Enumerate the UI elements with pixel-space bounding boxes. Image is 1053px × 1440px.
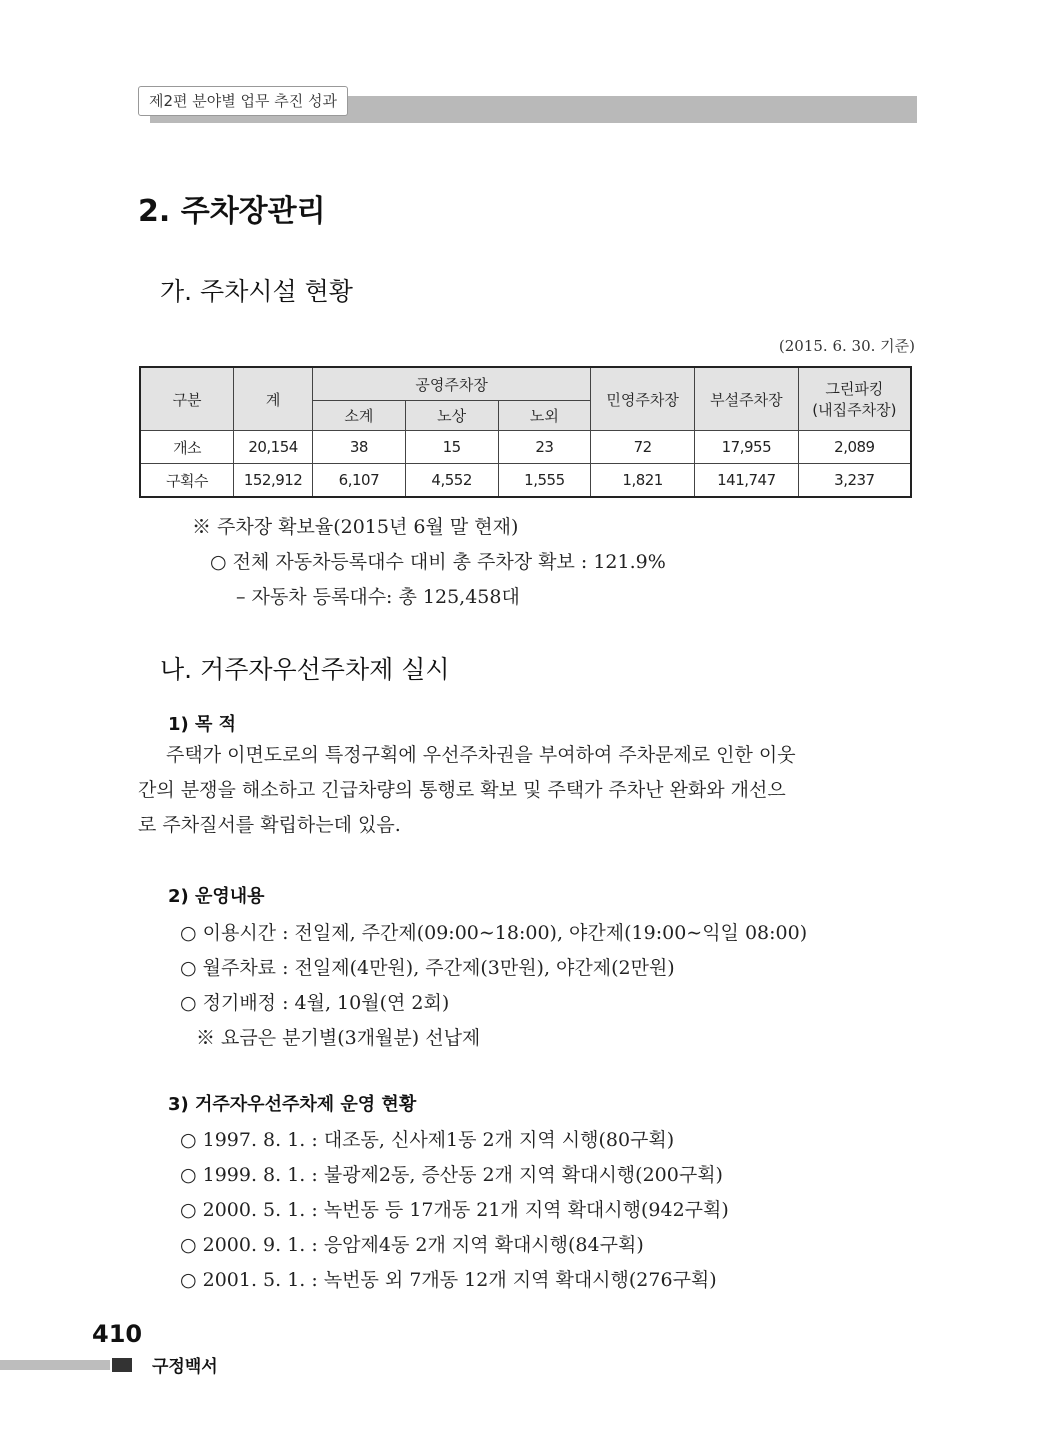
status-item: ○ 2000. 9. 1. : 응암제4동 2개 지역 확대시행(84구획) xyxy=(180,1234,644,1256)
subsection-b-title: 나. 거주자우선주차제 실시 xyxy=(160,655,450,684)
note-ratio: ○ 전체 자동차등록대수 대비 총 주차장 확보 : 121.9% xyxy=(210,551,666,573)
purpose-line: 간의 분쟁을 해소하고 긴급차량의 통행로 확보 및 주택가 주차난 완화와 개선으 xyxy=(138,779,786,801)
table-cell: 152,912 xyxy=(234,464,313,498)
table-cell: 4,552 xyxy=(405,464,498,498)
table-cell: 2,089 xyxy=(798,431,911,464)
header-public-subtotal: 소계 xyxy=(313,401,406,431)
table-cell: 72 xyxy=(591,431,695,464)
purpose-heading: 1) 목 적 xyxy=(168,714,237,735)
header-total: 계 xyxy=(234,367,313,431)
row-label: 개소 xyxy=(140,431,234,464)
table-cell: 6,107 xyxy=(313,464,406,498)
subsection-a-title: 가. 주차시설 현황 xyxy=(160,277,353,306)
section-title: 2. 주차장관리 xyxy=(138,194,326,229)
parking-facilities-table xyxy=(139,366,912,498)
table-cell: 3,237 xyxy=(798,464,911,498)
row-label: 구획수 xyxy=(140,464,234,498)
table-row xyxy=(140,431,911,464)
operation-note: ※ 요금은 분기별(3개월분) 선납제 xyxy=(196,1027,481,1049)
table-cell: 15 xyxy=(405,431,498,464)
operation-item: ○ 정기배정 : 4월, 10월(연 2회) xyxy=(180,992,450,1014)
table-cell: 141,747 xyxy=(694,464,798,498)
table-basis-date: (2015. 6. 30. 기준) xyxy=(778,337,915,355)
operation-item: ○ 이용시간 : 전일제, 주간제(09:00∼18:00), 야간제(19:00∼익일 08:00) xyxy=(180,922,808,944)
table-cell: 1,821 xyxy=(591,464,695,498)
status-item: ○ 2000. 5. 1. : 녹번동 등 17개동 21개 지역 확대시행(942구획) xyxy=(180,1199,729,1221)
header-green xyxy=(798,367,911,431)
table-cell: 38 xyxy=(313,431,406,464)
table-cell: 17,955 xyxy=(694,431,798,464)
header-public-street: 노상 xyxy=(405,401,498,431)
operation-heading: 2) 운영내용 xyxy=(168,886,265,907)
table-cell: 1,555 xyxy=(498,464,591,498)
purpose-paragraph xyxy=(138,738,913,843)
status-item: ○ 1997. 8. 1. : 대조동, 신사제1동 2개 지역 시행(80구획) xyxy=(180,1129,675,1151)
header-green-line2: (내집주차장) xyxy=(812,401,897,419)
header-private: 민영주차장 xyxy=(591,367,695,431)
header-public: 공영주차장 xyxy=(313,367,591,401)
operation-item: ○ 월주차료 : 전일제(4만원), 주간제(3만원), 야간제(2만원) xyxy=(180,957,675,979)
header-category: 구분 xyxy=(140,367,234,431)
status-heading: 3) 거주자우선주차제 운영 현황 xyxy=(168,1094,417,1115)
header-attached: 부설주차장 xyxy=(694,367,798,431)
note-registrations: – 자동차 등록대수: 총 125,458대 xyxy=(236,586,520,608)
header-green-line1: 그린파킹 xyxy=(825,380,884,398)
purpose-line: 주택가 이면도로의 특정구획에 우선주차권을 부여하여 주차문제로 인한 이웃 xyxy=(166,744,796,766)
purpose-line: 로 주차질서를 확립하는데 있음. xyxy=(138,814,401,836)
table-row xyxy=(140,464,911,498)
header-public-offstreet: 노외 xyxy=(498,401,591,431)
note-reference: ※ 주차장 확보율(2015년 6월 말 현재) xyxy=(192,516,519,538)
status-item: ○ 2001. 5. 1. : 녹번동 외 7개동 12개 지역 확대시행(276구획) xyxy=(180,1269,717,1291)
page-number: 410 xyxy=(92,1320,143,1348)
table-header-row xyxy=(140,367,911,401)
table-cell: 20,154 xyxy=(234,431,313,464)
table-cell: 23 xyxy=(498,431,591,464)
footer-book-title: 구정백서 xyxy=(152,1357,218,1377)
status-item: ○ 1999. 8. 1. : 불광제2동, 증산동 2개 지역 확대시행(200구획) xyxy=(180,1164,723,1186)
chapter-tab: 제2편 분야별 업무 추진 성과 xyxy=(138,86,348,116)
footer-square xyxy=(112,1358,132,1372)
footer-bar xyxy=(0,1360,110,1370)
